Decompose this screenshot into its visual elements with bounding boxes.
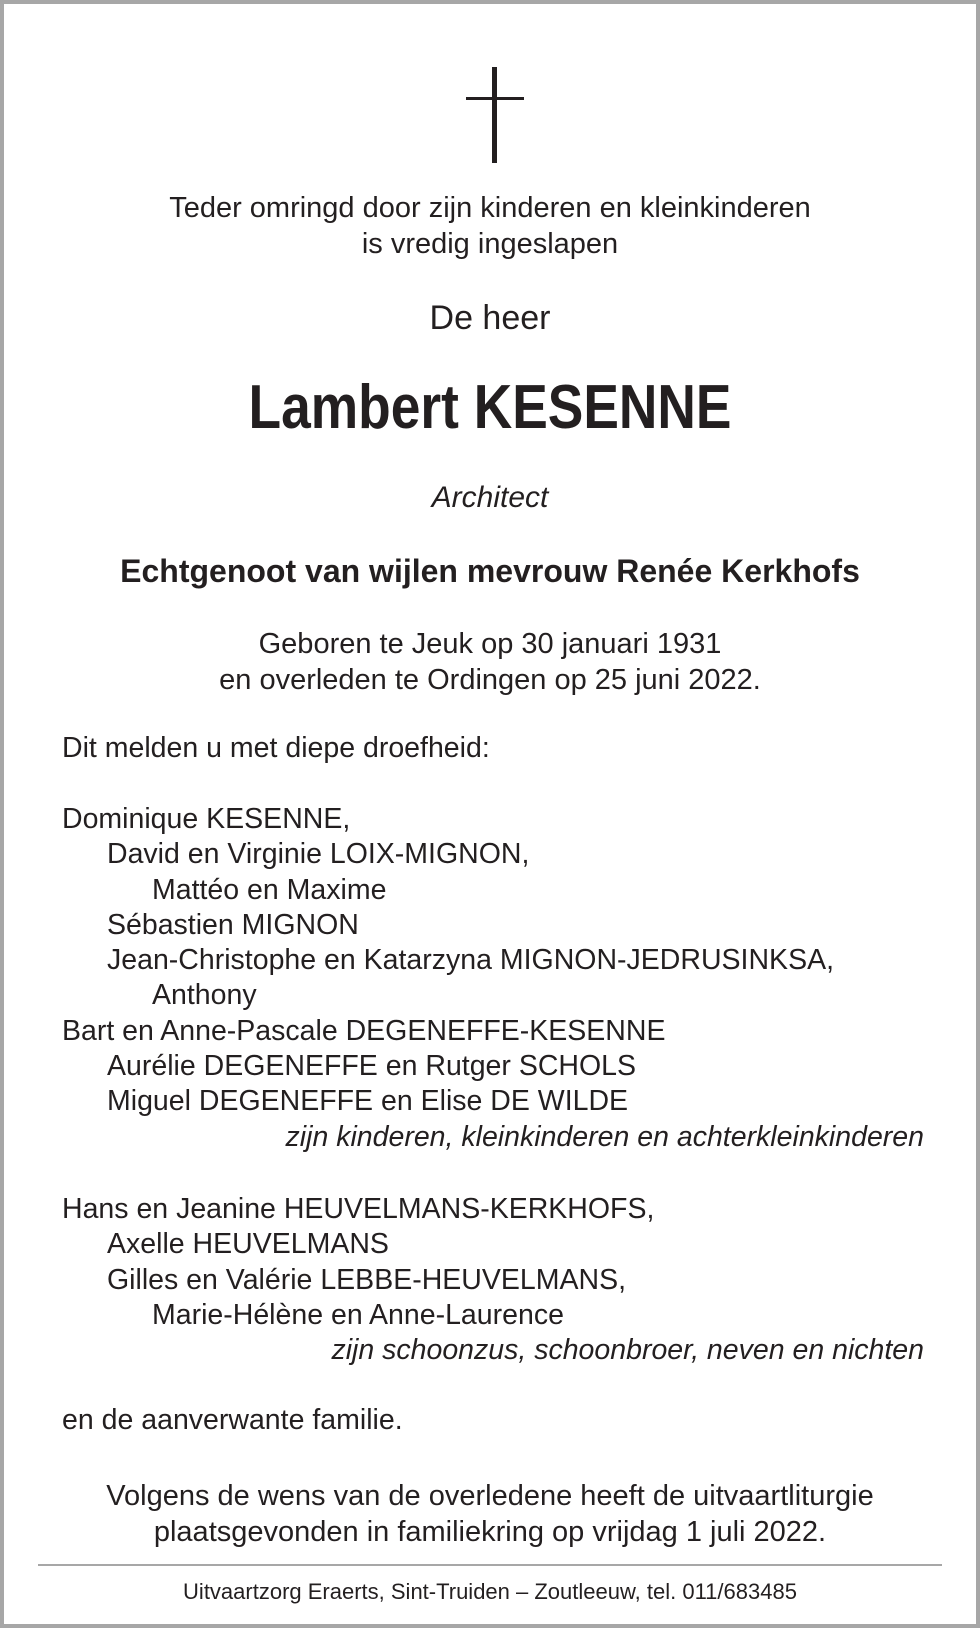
- family-member: Marie-Hélène en Anne-Laurence: [152, 1298, 564, 1331]
- extended-family: en de aanverwante familie.: [62, 1404, 403, 1436]
- funeral-line-1: Volgens de wens van de overledene heeft de uitvaartliturgie: [106, 1480, 874, 1512]
- relation-label: zijn kinderen, kleinkinderen en achterkleinkinderen: [285, 1120, 924, 1153]
- family-member: Mattéo en Maxime: [152, 873, 387, 906]
- salutation: De heer: [429, 299, 551, 337]
- family-member: Sébastien MIGNON: [107, 908, 359, 941]
- family-list-children: [62, 802, 924, 1155]
- family-member: Anthony: [152, 979, 257, 1012]
- family-list-in-laws: [62, 1192, 924, 1368]
- profession: Architect: [431, 481, 549, 514]
- family-member: David en Virginie LOIX-MIGNON,: [107, 838, 530, 871]
- birth-line: Geboren te Jeuk op 30 januari 1931: [258, 628, 722, 660]
- birth-death-text: [4, 626, 976, 698]
- funeral-home-footer: Uitvaartzorg Eraerts, Sint-Truiden – Zoutleeuw, tel. 011/683485: [183, 1579, 797, 1604]
- cross-icon: [466, 67, 524, 163]
- family-member: Axelle HEUVELMANS: [107, 1228, 389, 1261]
- relation-label: zijn schoonzus, schoonbroer, neven en nichten: [331, 1334, 924, 1367]
- funeral-line-2: plaatsgevonden in familiekring op vrijdag 1 juli 2022.: [153, 1516, 827, 1548]
- intro-text: [4, 190, 976, 262]
- family-member: Hans en Jeanine HEUVELMANS-KERKHOFS,: [62, 1193, 655, 1225]
- divider: [38, 1564, 942, 1566]
- funeral-notice: [4, 1478, 976, 1550]
- intro-line-1: Teder omringd door zijn kinderen en kleinkinderen: [169, 192, 811, 224]
- family-member: Jean-Christophe en Katarzyna MIGNON-JEDRUSINKSA,: [107, 944, 835, 977]
- death-line: en overleden te Ordingen op 25 juni 2022.: [219, 664, 761, 696]
- spouse-line: Echtgenoot van wijlen mevrouw Renée Kerkhofs: [120, 553, 860, 589]
- family-member: Gilles en Valérie LEBBE-HEUVELMANS,: [107, 1263, 626, 1296]
- family-member: Bart en Anne-Pascale DEGENEFFE-KESENNE: [62, 1014, 666, 1047]
- family-member: Aurélie DEGENEFFE en Rutger SCHOLS: [107, 1050, 637, 1083]
- family-member: Dominique KESENNE,: [62, 803, 351, 835]
- deceased-name: Lambert KESENNE: [248, 373, 732, 442]
- intro-line-2: is vredig ingeslapen: [361, 228, 619, 260]
- announcement: Dit melden u met diepe droefheid:: [62, 732, 490, 764]
- family-member: Miguel DEGENEFFE en Elise DE WILDE: [107, 1085, 629, 1118]
